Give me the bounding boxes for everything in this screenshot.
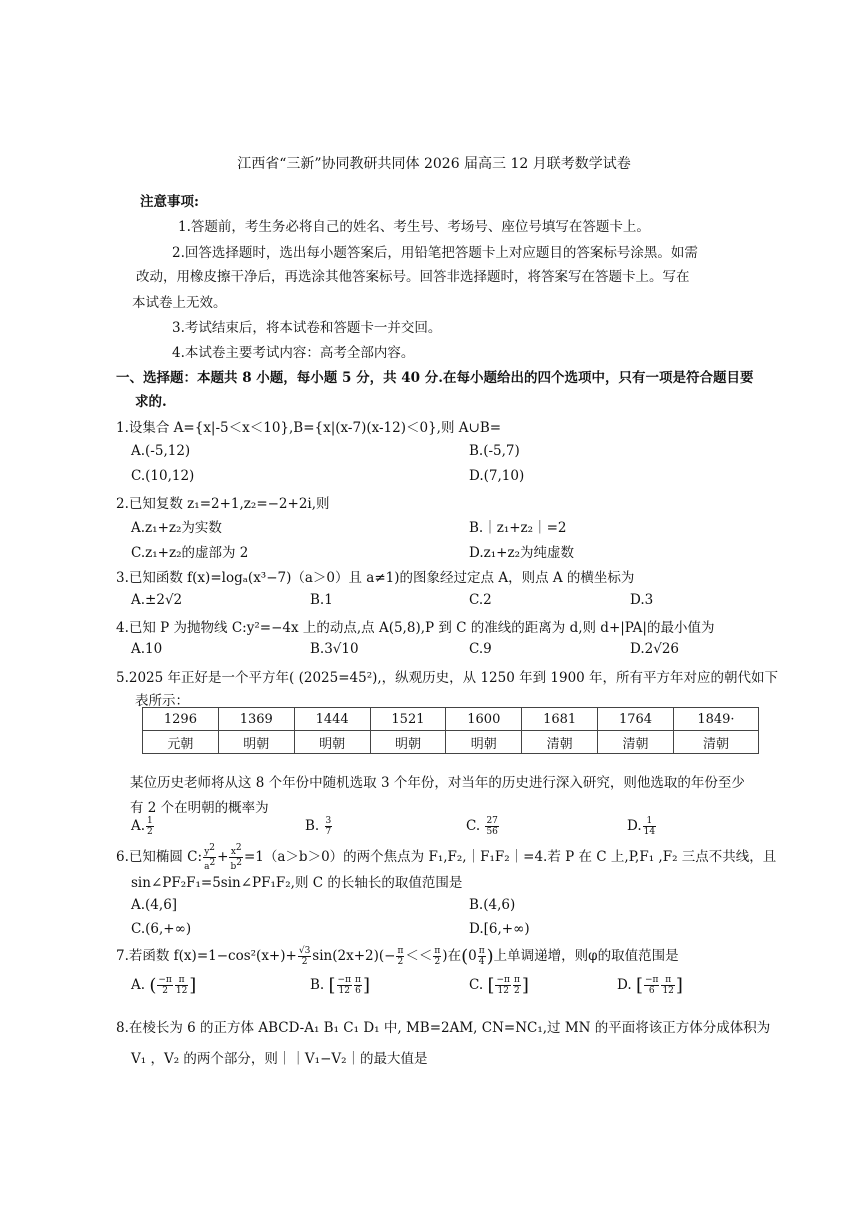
- q3-stem: 3.已知函数 f(x)=logₐ(x³−7)（a＞0）且 a≠1)的图象经过定点 A，则点 A 的横坐标为: [116, 570, 635, 586]
- q7-option-b: B. [ $\frac{-\pi}{12}$ $\frac{\pi}{6}$ ]: [310, 975, 370, 996]
- fraction: $\frac{\pi}{4}$: [478, 946, 485, 967]
- q2-option-c: C.z₁+z₂的虚部为 2: [131, 545, 249, 561]
- option-label: B.: [310, 977, 325, 993]
- q6-option-b: B.(4,6): [469, 897, 516, 913]
- notice-item-3: 3.考试结束后，将本试卷和答题卡一并交回。: [172, 320, 442, 336]
- dynasty-cell: 清朝: [673, 731, 758, 754]
- year-cell: 1681: [522, 708, 598, 731]
- q7-stem-part: )在: [442, 948, 462, 964]
- year-cell: 1521: [370, 708, 446, 731]
- year-cell: 1444: [294, 708, 370, 731]
- q1-option-c: C.(10,12): [131, 468, 195, 484]
- numerator: 1: [147, 816, 153, 826]
- q4-option-c: C.9: [469, 641, 492, 657]
- q2-option-d: D.z₁+z₂为纯虚数: [469, 545, 574, 561]
- option-label: D.: [627, 818, 642, 834]
- q8-stem-line-1: 8.在棱长为 6 的正方体 ABCD-A₁ B₁ C₁ D₁ 中, MB=2AM, CN=NC₁,过 MN 的平面将该正方体分成体积为: [116, 1020, 771, 1036]
- q5-stem-line-2: 表所示：: [135, 693, 189, 709]
- dynasty-cell: 明朝: [218, 731, 294, 754]
- q6-option-a: A.(4,6]: [131, 897, 178, 913]
- section-heading-line-2: 求的.: [135, 394, 167, 410]
- q7-stem-part: ＜＜: [405, 948, 433, 964]
- denominator: 56: [486, 827, 498, 837]
- numerator: 27: [486, 816, 498, 826]
- fraction: [325, 816, 333, 837]
- option-label: D.: [617, 977, 632, 993]
- notice-item-4: 4.本试卷主要考试内容：高考全部内容。: [172, 345, 415, 361]
- q5-stem-line-4: 有 2 个在明朝的概率为: [130, 800, 269, 816]
- q5-option-d: [627, 816, 657, 837]
- fraction: $\frac{\pi}{2}$: [434, 946, 441, 967]
- table-row-dynasties: [143, 731, 759, 754]
- notice-item-2-line-3: 本试卷上无效。: [132, 295, 227, 311]
- fraction: $\frac{√3}{2}$: [298, 946, 311, 967]
- q7-option-a: A. ( $\frac{-\pi}{2}$ $\frac{\pi}{12}$ ]: [131, 975, 197, 996]
- dynasty-cell: 明朝: [294, 731, 370, 754]
- denominator: 7: [325, 827, 332, 837]
- year-cell: 1764: [598, 708, 674, 731]
- numerator: 1: [643, 816, 656, 827]
- q7-stem-part: 7.若函数 f(x)=1−cos²(x+)+: [116, 948, 297, 964]
- q4-option-a: A.10: [131, 641, 163, 657]
- q1-option-a: A.(-5,12): [131, 443, 191, 459]
- q6-option-d: D.[6,+∞): [469, 921, 530, 937]
- q1-option-b: B.(-5,7): [469, 443, 520, 459]
- option-label: C.: [466, 818, 481, 834]
- year-dynasty-table: [142, 707, 759, 754]
- q4-option-b: B.3√10: [310, 641, 359, 657]
- table-row-years: [143, 708, 759, 731]
- q1-stem: 1.设集合 A={x|-5＜x＜10},B={x|(x-7)(x-12)＜0},则 A∪B=: [116, 420, 502, 436]
- q6-stem-part: =1（a＞b＞0）的两个焦点为 F₁,F₂,｜F₁F₂｜=4.若 P 在 C 上,P,F₁ ,F₂ 三点不共线，且: [243, 849, 777, 865]
- q5-option-c: [466, 816, 500, 837]
- year-cell: 1849·: [673, 708, 758, 731]
- notice-item-1: 1.答题前，考生务必将自己的姓名、考生号、考场号、座位号填写在答题卡上。: [178, 219, 650, 235]
- notice-heading: 注意事项:: [140, 194, 199, 210]
- q2-stem: 2.已知复数 z₁=2+1,z₂=−2+2i,则: [116, 496, 330, 512]
- dynasty-cell: 元朝: [143, 731, 219, 754]
- year-cell: 1600: [446, 708, 522, 731]
- q4-option-d: D.2√26: [630, 641, 680, 657]
- q7-stem: 7.若函数 f(x)=1−cos²(x+)+ $\frac{√3}{2}$ sin(2x+2)(− $\frac{\pi}{2}$ ＜＜ $\frac{\pi}{2}$ )在(0 $\frac{\pi}{4}$ )上单调递增，则φ的取值范围是: [116, 946, 679, 967]
- fraction: $\frac{\pi}{2}$: [397, 946, 404, 967]
- option-label: A.: [131, 977, 146, 993]
- q6-stem-line-1: 6.已知椭圆 C: $\frac{y^2}{a^2}$ + $\frac{x^2}{b^2}$ =1（a＞b＞0）的两个焦点为 F₁,F₂,｜F₁F₂｜=4.若 P 在 C 上,P,F₁ ,F₂ 三点不共线，且: [116, 843, 777, 872]
- page-title: 江西省“三新”协同教研共同体 2026 届高三 12 月联考数学试卷: [237, 156, 631, 172]
- q6-stem-line-2: sin∠PF₂F₁=5sin∠PF₁F₂,则 C 的长轴长的取值范围是: [131, 875, 463, 891]
- q7-option-c: C. [ $\frac{-\pi}{12}$ $\frac{\pi}{2}$ ]: [469, 975, 529, 996]
- q3-option-c: C.2: [469, 592, 492, 608]
- option-label: A.: [131, 818, 146, 834]
- numerator: 3: [325, 816, 332, 826]
- dynasty-cell: 明朝: [370, 731, 446, 754]
- q5-option-b: [305, 816, 333, 837]
- fraction: [485, 816, 498, 837]
- fraction: [146, 816, 154, 837]
- fraction: $\frac{x^2}{b^2}$: [230, 843, 242, 872]
- q7-stem-part: sin(2x+2)(−: [312, 948, 396, 964]
- q5-stem-line-3: 某位历史老师将从这 8 个年份中随机选取 3 个年份，对当年的历史进行深入研究，则他选取的年份至少: [130, 775, 745, 791]
- notice-item-2-line-1: 2.回答选择题时，选出每小题答案后，用铅笔把答题卡上对应题目的答案标号涂黑。如需: [172, 245, 698, 261]
- q8-stem-line-2: V₁ ，V₂ 的两个部分，则｜｜V₁−V₂｜的最大值是: [131, 1051, 428, 1067]
- dynasty-cell: 清朝: [522, 731, 598, 754]
- year-cell: 1369: [218, 708, 294, 731]
- notice-item-2-line-2: 改动，用橡皮擦干净后，再选涂其他答案标号。回答非选择题时，将答案写在答题卡上。写在: [136, 269, 690, 285]
- q3-option-a: A.±2√2: [131, 592, 183, 608]
- q7-option-d: D. [ $\frac{-\pi}{6}$ $\frac{\pi}{12}$ ]: [617, 975, 683, 996]
- fraction: [643, 816, 656, 837]
- section-heading-line-1: 一、选择题：本题共 8 小题，每小题 5 分，共 40 分.在每小题给出的四个选项中，只有一项是符合题目要: [116, 370, 754, 386]
- q3-option-b: B.1: [310, 592, 333, 608]
- denominator: 2: [147, 827, 153, 837]
- dynasty-cell: 清朝: [598, 731, 674, 754]
- q5-option-a: [131, 816, 155, 837]
- year-cell: 1296: [143, 708, 219, 731]
- fraction: $\frac{y^2}{a^2}$: [204, 843, 216, 872]
- q7-stem-part: 上单调递增，则φ的取值范围是: [493, 948, 679, 964]
- q1-option-d: D.(7,10): [469, 468, 525, 484]
- q2-option-b: B.｜z₁+z₂｜=2: [469, 520, 567, 536]
- q6-stem-part: 6.已知椭圆 C:: [116, 849, 203, 865]
- q6-option-c: C.(6,+∞): [131, 921, 192, 937]
- dynasty-cell: 明朝: [446, 731, 522, 754]
- option-label: C.: [469, 977, 484, 993]
- option-label: B.: [305, 818, 320, 834]
- q3-option-d: D.3: [630, 592, 654, 608]
- q5-stem-line-1: 5.2025 年正好是一个平方年( (2025=45²),，纵观历史，从 1250 年到 1900 年，所有平方年对应的朝代如下: [116, 670, 779, 686]
- q4-stem: 4.已知 P 为抛物线 C:y²=−4x 上的动点,点 A(5,8),P 到 C 的准线的距离为 d,则 d+|PA|的最小值为: [116, 620, 715, 636]
- denominator: 14: [643, 827, 656, 837]
- q2-option-a: A.z₁+z₂为实数: [131, 520, 222, 536]
